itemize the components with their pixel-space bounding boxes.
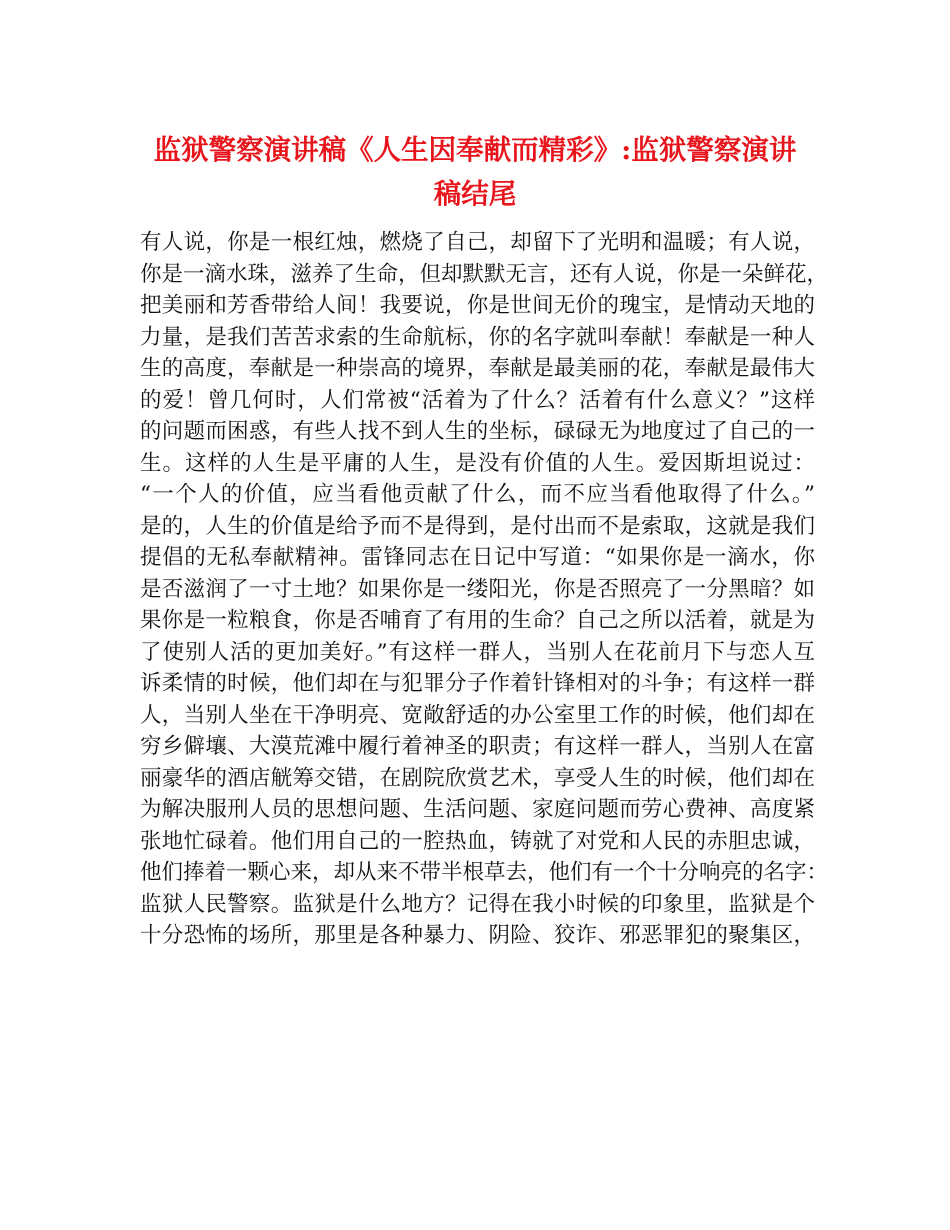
body-line: 生的高度，奉献是一种崇高的境界，奉献是最美丽的花，奉献是最伟大 xyxy=(140,356,815,381)
page-title xyxy=(140,128,810,216)
body-line: 张地忙碌着。他们用自己的一腔热血，铸就了对党和人民的赤胆忠诚， xyxy=(140,828,815,854)
body-line: 力量，是我们苦苦求索的生命航标，你的名字就叫奉献！奉献是一种人 xyxy=(140,324,815,350)
body-line: 十分恐怖的场所，那里是各种暴力、阴险、狡诈、邪恶罪犯的聚集区， xyxy=(140,923,815,948)
body-line: 的问题而困惑，有些人找不到人生的坐标，碌碌无为地度过了自己的一 xyxy=(140,419,815,444)
body-line: 有人说，你是一根红烛，燃烧了自己，却留下了光明和温暖；有人说， xyxy=(140,230,815,255)
body-line: 提倡的无私奉献精神。雷锋同志在日记中写道：“如果你是一滴水，你 xyxy=(140,545,815,570)
body-line: 了使别人活的更加美好。”有这样一群人，当别人在花前月下与恋人互 xyxy=(140,639,815,665)
body-line: 你是一滴水珠，滋养了生命，但却默默无言，还有人说，你是一朵鲜花， xyxy=(140,261,829,287)
title-line: 稿结尾 xyxy=(433,178,517,210)
body-line: 为解决服刑人员的思想问题、生活问题、家庭问题而劳心费神、高度紧 xyxy=(140,797,815,822)
body-line: “一个人的价值，应当看他贡献了什么，而不应当看他取得了什么。” xyxy=(140,482,815,507)
body-line: 人，当别人坐在干净明亮、宽敞舒适的办公室里工作的时候，他们却在 xyxy=(140,702,815,728)
body-text xyxy=(140,227,829,952)
body-line: 诉柔情的时候，他们却在与犯罪分子作着针锋相对的斗争；有这样一群 xyxy=(140,671,815,696)
body-line: 监狱人民警察。监狱是什么地方？记得在我小时候的印象里，监狱是个 xyxy=(140,891,815,917)
body-line: 丽豪华的酒店觥筹交错，在剧院欣赏艺术，享受人生的时候，他们却在 xyxy=(140,765,815,791)
body-line: 果你是一粒粮食，你是否哺育了有用的生命？自己之所以活着，就是为 xyxy=(140,608,815,633)
title-line: 监狱警察演讲稿《人生因奉献而精彩》:监狱警察演讲 xyxy=(153,134,797,166)
body-line: 穷乡僻壤、大漠荒滩中履行着神圣的职责；有这样一群人，当别人在富 xyxy=(140,734,815,759)
body-line: 的爱！曾几何时，人们常被“活着为了什么？活着有什么意义？”这样 xyxy=(140,387,815,413)
body-line: 是的，人生的价值是给予而不是得到，是付出而不是索取，这就是我们 xyxy=(140,513,815,539)
body-line: 是否滋润了一寸土地？如果你是一缕阳光，你是否照亮了一分黑暗？如 xyxy=(140,576,815,602)
body-line: 生。这样的人生是平庸的人生，是没有价值的人生。爱因斯坦说过： xyxy=(140,450,815,476)
body-line: 把美丽和芳香带给人间！我要说，你是世间无价的瑰宝，是情动天地的 xyxy=(140,293,815,318)
body-line: 他们捧着一颗心来，却从来不带半根草去，他们有一个十分响亮的名字： xyxy=(140,860,829,885)
